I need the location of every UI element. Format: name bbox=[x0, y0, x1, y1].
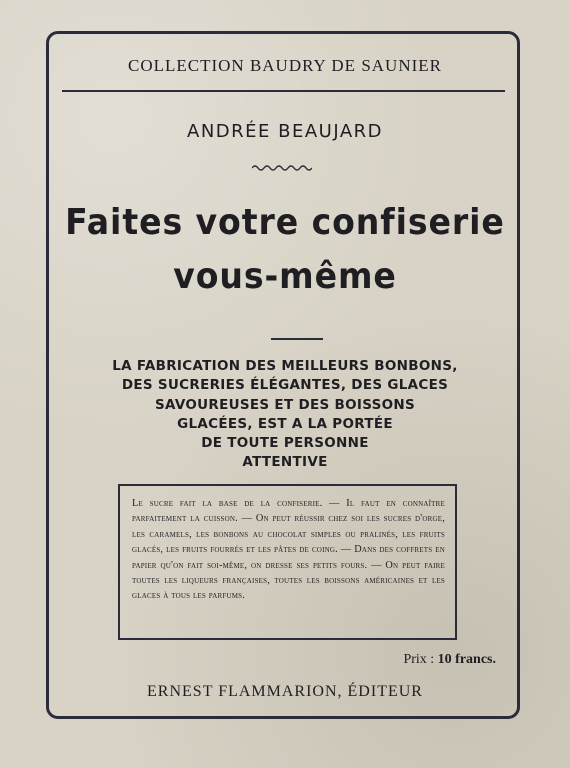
description-box bbox=[118, 484, 457, 640]
book-title bbox=[23, 196, 547, 304]
price bbox=[403, 652, 496, 668]
title-line-2: vous-même bbox=[173, 256, 397, 297]
subtitle-line: DES SUCRERIES ÉLÉGANTES, DES GLACES bbox=[121, 377, 449, 394]
author-name: ANDRÉE BEAUJARD bbox=[187, 121, 383, 142]
price-value: 10 francs. bbox=[437, 652, 496, 667]
price-label: Prix : bbox=[403, 652, 435, 667]
subtitle-line: SAVOUREUSES ET DES BOISSONS bbox=[154, 396, 416, 413]
subtitle-line: LA FABRICATION DES MEILLEURS BONBONS, bbox=[112, 358, 458, 374]
subtitle-line: DE TOUTE PERSONNE bbox=[201, 435, 369, 452]
top-divider bbox=[62, 90, 505, 92]
wavy-ornament-icon bbox=[252, 164, 312, 172]
title-line-1: Faites votre confiserie bbox=[65, 202, 505, 243]
collection-name: COLLECTION BAUDRY DE SAUNIER bbox=[127, 56, 442, 75]
subtitle-line: GLACÉES, EST A LA PORTÉE bbox=[177, 415, 393, 432]
publisher-name: ERNEST FLAMMARION, ÉDITEUR bbox=[147, 683, 423, 700]
description-text: Le sucre fait la base de la confiserie. — Il faut en connaître parfaitement la cuisson. — On peut réussir chez soi les sucres d'orge, les caramels, les bonbons au chocolat simples ou pralinés, les fruits glacés, les fruits fourrés et les pâtes de coing. — Dans des coffrets en papier qu'on fait soi-même, on dresse ses petits fours. — On peut faire toutes les liqueurs françaises, toutes les boissons américaines et les glaces à tous les parfums. bbox=[132, 498, 445, 602]
subtitle-line: ATTENTIVE bbox=[242, 454, 328, 471]
title-divider bbox=[271, 338, 323, 340]
subtitle bbox=[0, 357, 570, 473]
